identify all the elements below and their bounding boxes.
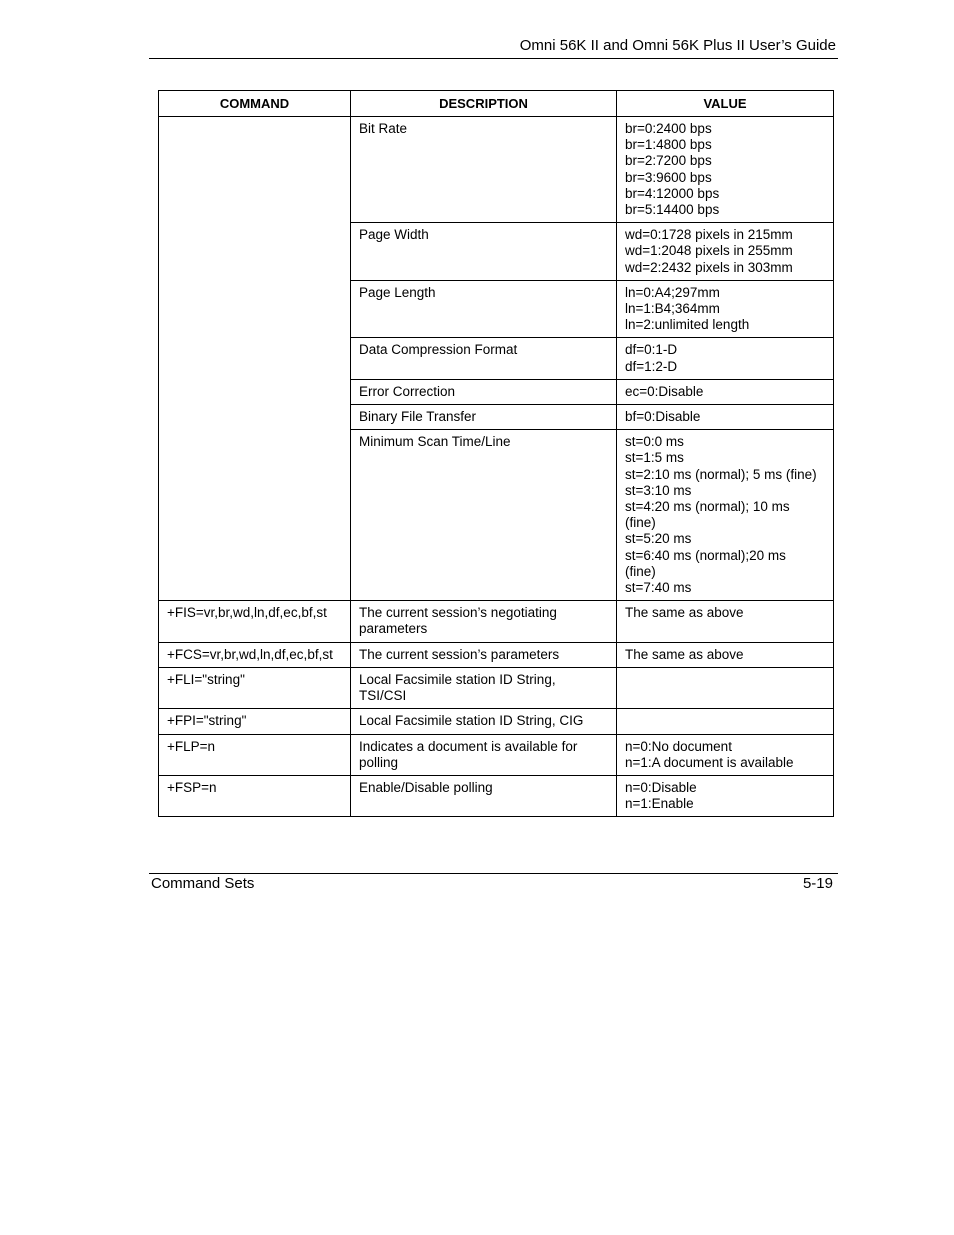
description-cell: Page Width bbox=[351, 223, 617, 281]
value-line: br=0:2400 bps bbox=[625, 121, 712, 136]
description-line: The current session’s negotiating bbox=[359, 605, 557, 621]
value-line: st=2:10 ms (normal); 5 ms (fine) bbox=[625, 466, 817, 482]
continued-command-cell bbox=[159, 117, 351, 601]
value-cell bbox=[617, 379, 834, 404]
description-cell bbox=[351, 734, 617, 775]
value-cell bbox=[617, 667, 834, 708]
description-cell bbox=[351, 709, 617, 734]
command-cell: +FPI="string" bbox=[159, 709, 351, 734]
value-line: st=5:20 ms bbox=[625, 531, 692, 547]
value-cell bbox=[617, 223, 834, 281]
command-cell: +FSP=n bbox=[159, 775, 351, 816]
value-line: st=1:5 ms bbox=[625, 450, 684, 466]
value-line: st=7:40 ms bbox=[625, 580, 692, 596]
value-cell bbox=[617, 775, 834, 816]
description-cell bbox=[351, 775, 617, 816]
value-cell bbox=[617, 280, 834, 338]
description-cell: Bit Rate bbox=[351, 117, 617, 223]
header-rule bbox=[149, 58, 838, 59]
column-header-value: VALUE bbox=[617, 91, 834, 117]
value-line: st=6:40 ms (normal);20 ms bbox=[625, 547, 786, 563]
command-cell: +FIS=vr,br,wd,ln,df,ec,bf,st bbox=[159, 601, 351, 642]
value-cell bbox=[617, 601, 834, 642]
command-cell: +FLP=n bbox=[159, 734, 351, 775]
value-line: The same as above bbox=[625, 605, 744, 621]
description-line: TSI/CSI bbox=[359, 688, 407, 704]
value-cell bbox=[617, 338, 834, 379]
description-line: parameters bbox=[359, 621, 428, 637]
description-cell: Data Compression Format bbox=[351, 338, 617, 379]
command-cell: +FLI="string" bbox=[159, 667, 351, 708]
description-cell bbox=[351, 667, 617, 708]
table-row bbox=[159, 734, 834, 775]
command-cell: +FCS=vr,br,wd,ln,df,ec,bf,st bbox=[159, 642, 351, 667]
value-line: st=3:10 ms bbox=[625, 482, 692, 498]
value-line: df=1:2-D bbox=[625, 358, 678, 374]
description-line: Enable/Disable polling bbox=[359, 779, 493, 795]
value-line: wd=2:2432 pixels in 303mm bbox=[625, 259, 793, 275]
table-row bbox=[159, 667, 834, 708]
value-line: st=4:20 ms (normal); 10 ms bbox=[625, 499, 790, 515]
table-row bbox=[159, 117, 834, 223]
description-cell bbox=[351, 601, 617, 642]
description-cell: Minimum Scan Time/Line bbox=[351, 430, 617, 601]
column-header-description: DESCRIPTION bbox=[351, 91, 617, 117]
description-line: Local Facsimile station ID String, CIG bbox=[359, 713, 584, 729]
table-row bbox=[159, 709, 834, 734]
value-line: br=3:9600 bps bbox=[625, 169, 712, 185]
description-line: polling bbox=[359, 754, 399, 770]
description-cell: Error Correction bbox=[351, 379, 617, 404]
table-header-row bbox=[159, 91, 834, 117]
description-line: Local Facsimile station ID String, bbox=[359, 671, 556, 687]
value-line: st=0:0 ms bbox=[625, 434, 684, 450]
value-line: br=4:12000 bps bbox=[625, 185, 720, 201]
footer-section-name: Command Sets bbox=[151, 875, 255, 892]
value-cell bbox=[617, 734, 834, 775]
value-line: br=5:14400 bps bbox=[625, 202, 720, 218]
description-cell: Page Length bbox=[351, 280, 617, 338]
value-line: bf=0:Disable bbox=[625, 409, 701, 425]
table-body bbox=[159, 117, 834, 817]
value-line: The same as above bbox=[625, 646, 744, 662]
page-header-title: Omni 56K II and Omni 56K Plus II User’s Guide bbox=[519, 37, 836, 54]
value-line: n=1:A document is available bbox=[625, 754, 794, 770]
table-row bbox=[159, 775, 834, 816]
value-line: br=2:7200 bps bbox=[625, 153, 712, 169]
value-line: ec=0:Disable bbox=[625, 383, 704, 399]
column-header-command: COMMAND bbox=[159, 91, 351, 117]
command-table bbox=[158, 90, 834, 817]
value-cell bbox=[617, 642, 834, 667]
value-line: wd=0:1728 pixels in 215mm bbox=[625, 227, 793, 243]
value-line: (fine) bbox=[625, 563, 656, 579]
description-cell: Binary File Transfer bbox=[351, 405, 617, 430]
value-line: n=0:No document bbox=[625, 738, 732, 754]
value-line: ln=1:B4;364mm bbox=[625, 301, 720, 317]
description-line: The current session’s parameters bbox=[359, 646, 560, 662]
value-line: df=0:1-D bbox=[625, 342, 678, 358]
value-cell bbox=[617, 430, 834, 601]
table-row bbox=[159, 642, 834, 667]
value-line: (fine) bbox=[625, 515, 656, 531]
value-line: br=1:4800 bps bbox=[625, 137, 712, 153]
description-cell bbox=[351, 642, 617, 667]
value-cell bbox=[617, 405, 834, 430]
value-line: n=1:Enable bbox=[625, 796, 694, 812]
footer-page-number: 5-19 bbox=[802, 875, 833, 892]
value-line: ln=2:unlimited length bbox=[625, 317, 750, 333]
value-line: ln=0:A4;297mm bbox=[625, 284, 720, 300]
value-cell bbox=[617, 709, 834, 734]
value-cell bbox=[617, 117, 834, 223]
description-line: Indicates a document is available for bbox=[359, 738, 578, 754]
footer-rule bbox=[149, 873, 838, 874]
value-line: wd=1:2048 pixels in 255mm bbox=[625, 243, 793, 259]
value-line: n=0:Disable bbox=[625, 779, 697, 795]
table-row bbox=[159, 601, 834, 642]
